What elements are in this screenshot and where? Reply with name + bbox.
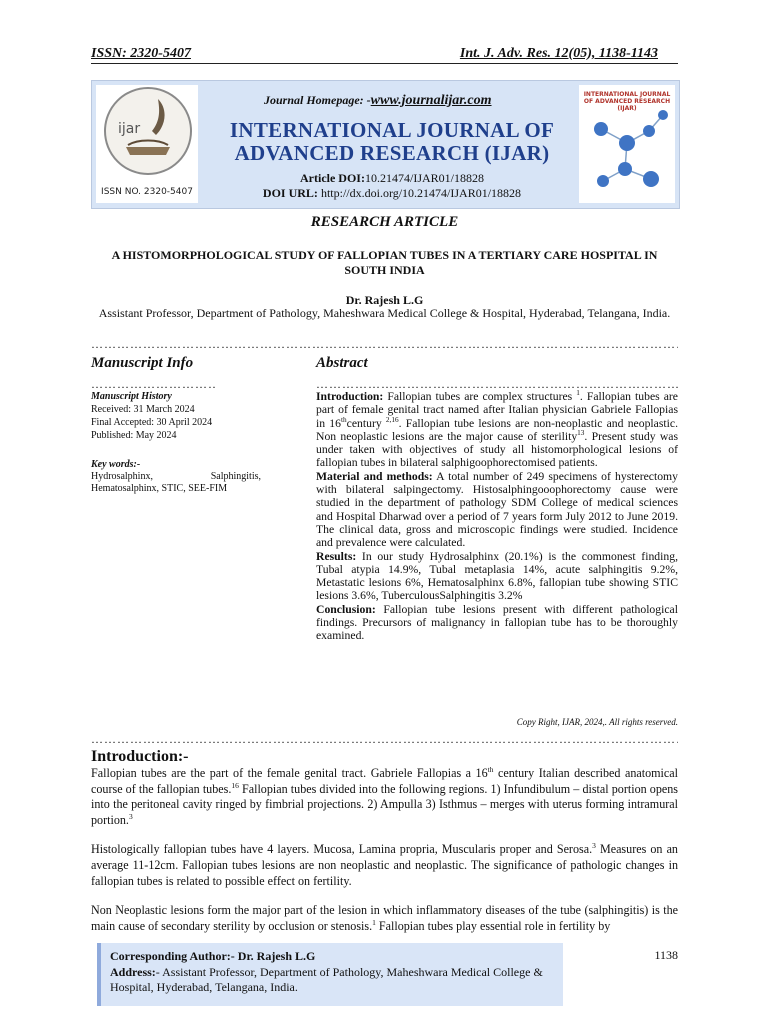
journal-citation: Int. J. Adv. Res. 12(05), 1138-1143	[459, 46, 658, 61]
abstract-body	[316, 390, 678, 643]
corresponding-author-box	[97, 943, 563, 1006]
published-date: Published: May 2024	[91, 430, 177, 441]
author-address: Address:- Assistant Professor, Department of Pathology, Maheshwara Medical College & Hospital, Hyderabad, Telangana, India.	[110, 964, 543, 994]
abstract-heading: Abstract	[316, 355, 368, 371]
manuscript-history	[91, 390, 281, 442]
received-date: Received: 31 March 2024	[91, 404, 195, 415]
molecule-illustration-icon	[579, 85, 675, 203]
article-doi: 10.21474/IJAR01/18828	[364, 171, 484, 185]
journal-homepage	[264, 93, 492, 109]
dotted-divider	[316, 378, 678, 390]
keywords-heading: Key words:-	[91, 459, 141, 470]
journal-title	[212, 119, 572, 165]
article-title: A HISTOMORPHOLOGICAL STUDY OF FALLOPIAN TUBES IN A TERTIARY CARE HOSPITAL IN SOUTH INDIA	[111, 248, 658, 277]
logo-text: ijar	[118, 121, 141, 137]
dotted-divider	[91, 733, 678, 745]
article-doi-label: Article DOI:	[300, 171, 365, 185]
cover-title: INTERNATIONAL JOURNAL OF ADVANCED RESEARCH (IJAR)	[583, 91, 671, 112]
dotted-divider	[91, 378, 216, 390]
introduction-body	[91, 766, 678, 948]
abstract-conclusion: Conclusion: Fallopian tube lesions present with different pathological findings. Precursors of malignancy in fallopian tube has to be thoroughly examined.	[316, 602, 678, 643]
abstract-introduction: Introduction: Fallopian tubes are complex structures $^1$. Fallopian tubes are part of female genital tract named after Italian physician Gabriele Fallopias in 16thcentury $^{2,16}$. Fallopian tube lesions are non-neoplastic and neoplastic. Non neoplastic lesions are the major cause of sterility$^{13}$. Present study was under taken with objectives of study all histomorphological lesions of fallopian tubes in bilateral salphigoophorectomised patients.	[316, 389, 679, 470]
accepted-date: Final Accepted: 30 April 2024	[91, 417, 213, 428]
corresponding-author: Corresponding Author:- Dr. Rajesh L.G	[110, 949, 316, 963]
copyright-notice: Copy Right, IJAR, 2024,. All rights reserved.	[516, 717, 678, 727]
doi-url-label: DOI URL:	[262, 186, 318, 200]
article-type: RESEARCH ARTICLE	[310, 214, 459, 230]
journal-banner	[91, 80, 680, 209]
doi-block	[212, 171, 572, 201]
journal-logo	[96, 85, 198, 203]
homepage-link[interactable]: www.journalijar.com	[370, 93, 492, 108]
keyword: Hydrosalphinx,	[91, 471, 153, 482]
manuscript-history-heading: Manuscript History	[91, 391, 172, 402]
keyword: Salphingitis,	[210, 471, 261, 482]
manuscript-info-heading: Manuscript Info	[91, 355, 194, 371]
body-paragraph: Fallopian tubes are the part of the female genital tract. Gabriele Fallopias a 16th century Italian described anatomical course of the fallopian tubes.$^{16}$ Fallopian tubes divided into the following regions. 1) Infundibulum – distal portion opens into the peritoneal cavity ringed by fimbrial projections. 2) Ampulla 3) Isthmus – merges with uterus forming intramural portion.$^3$	[91, 764, 679, 827]
doi-url-link[interactable]: http://dx.doi.org/10.21474/IJAR01/18828	[320, 186, 522, 200]
header-rule	[91, 63, 678, 64]
journal-title-line2: ADVANCED RESEARCH (IJAR)	[234, 141, 550, 165]
abstract-results: Results: In our study Hydrosalphinx (20.1%) is the commonest finding, Tubal atypia 14.9%, Tubal metaplasia 14%, acute salphingitis 9.2%, Metastatic lesions 6%, Hematosalphinx 6.8%, fallopian tube showing STIC lesions 3.6%, TuberculousSalphingitis 3.2%	[316, 549, 678, 603]
logo-issn: ISSN NO. 2320-5407	[101, 187, 193, 197]
page-number: 1138	[654, 948, 678, 962]
journal-cover-image	[579, 85, 675, 203]
homepage-label: Journal Homepage: -	[264, 93, 371, 107]
journal-issn: ISSN: 2320-5407	[91, 46, 191, 61]
keywords	[91, 459, 261, 495]
introduction-heading: Introduction:-	[91, 748, 189, 765]
keyword-list: Hematosalphinx, STIC, SEE-FIM	[91, 483, 228, 494]
journal-title-line1: INTERNATIONAL JOURNAL OF	[229, 118, 555, 142]
author-affiliation: Assistant Professor, Department of Pathology, Maheshwara Medical College & Hospital, Hyderabad, Telangana, India.	[98, 306, 671, 320]
abstract-methods: Material and methods: A total number of 249 specimens of hysterectomy with bilateral salpingectomy. Histosalphingooophorectomy cause were studied in the department of pathology SDM College of medical sciences and Hospital Dharwad over a period of 7 years form July 2012 to June 2019. The clinical data, gross and microscopic findings were studied. Incidence and prevalence were calculated.	[316, 469, 678, 550]
body-paragraph: Histologically fallopian tubes have 4 layers. Mucosa, Lamina propria, Muscularis proper and Serosa.$^3$ Measures on an average 11-12cm. Fallopian tubes lesions are non neoplastic and neoplastic. The significance of pathologic changes in fallopian tubes is related to possible effect on fertility.	[91, 841, 678, 888]
body-paragraph: Non Neoplastic lesions form the major part of the lesion in which inflammatory diseases of the tube (salphingitis) is the main cause of secondary sterility by occlusion or stenosis.$^1$ Fallopian tubes play essential role in fertility by	[91, 903, 678, 933]
dotted-divider	[91, 338, 678, 350]
article-author: Dr. Rajesh L.G	[345, 293, 424, 307]
